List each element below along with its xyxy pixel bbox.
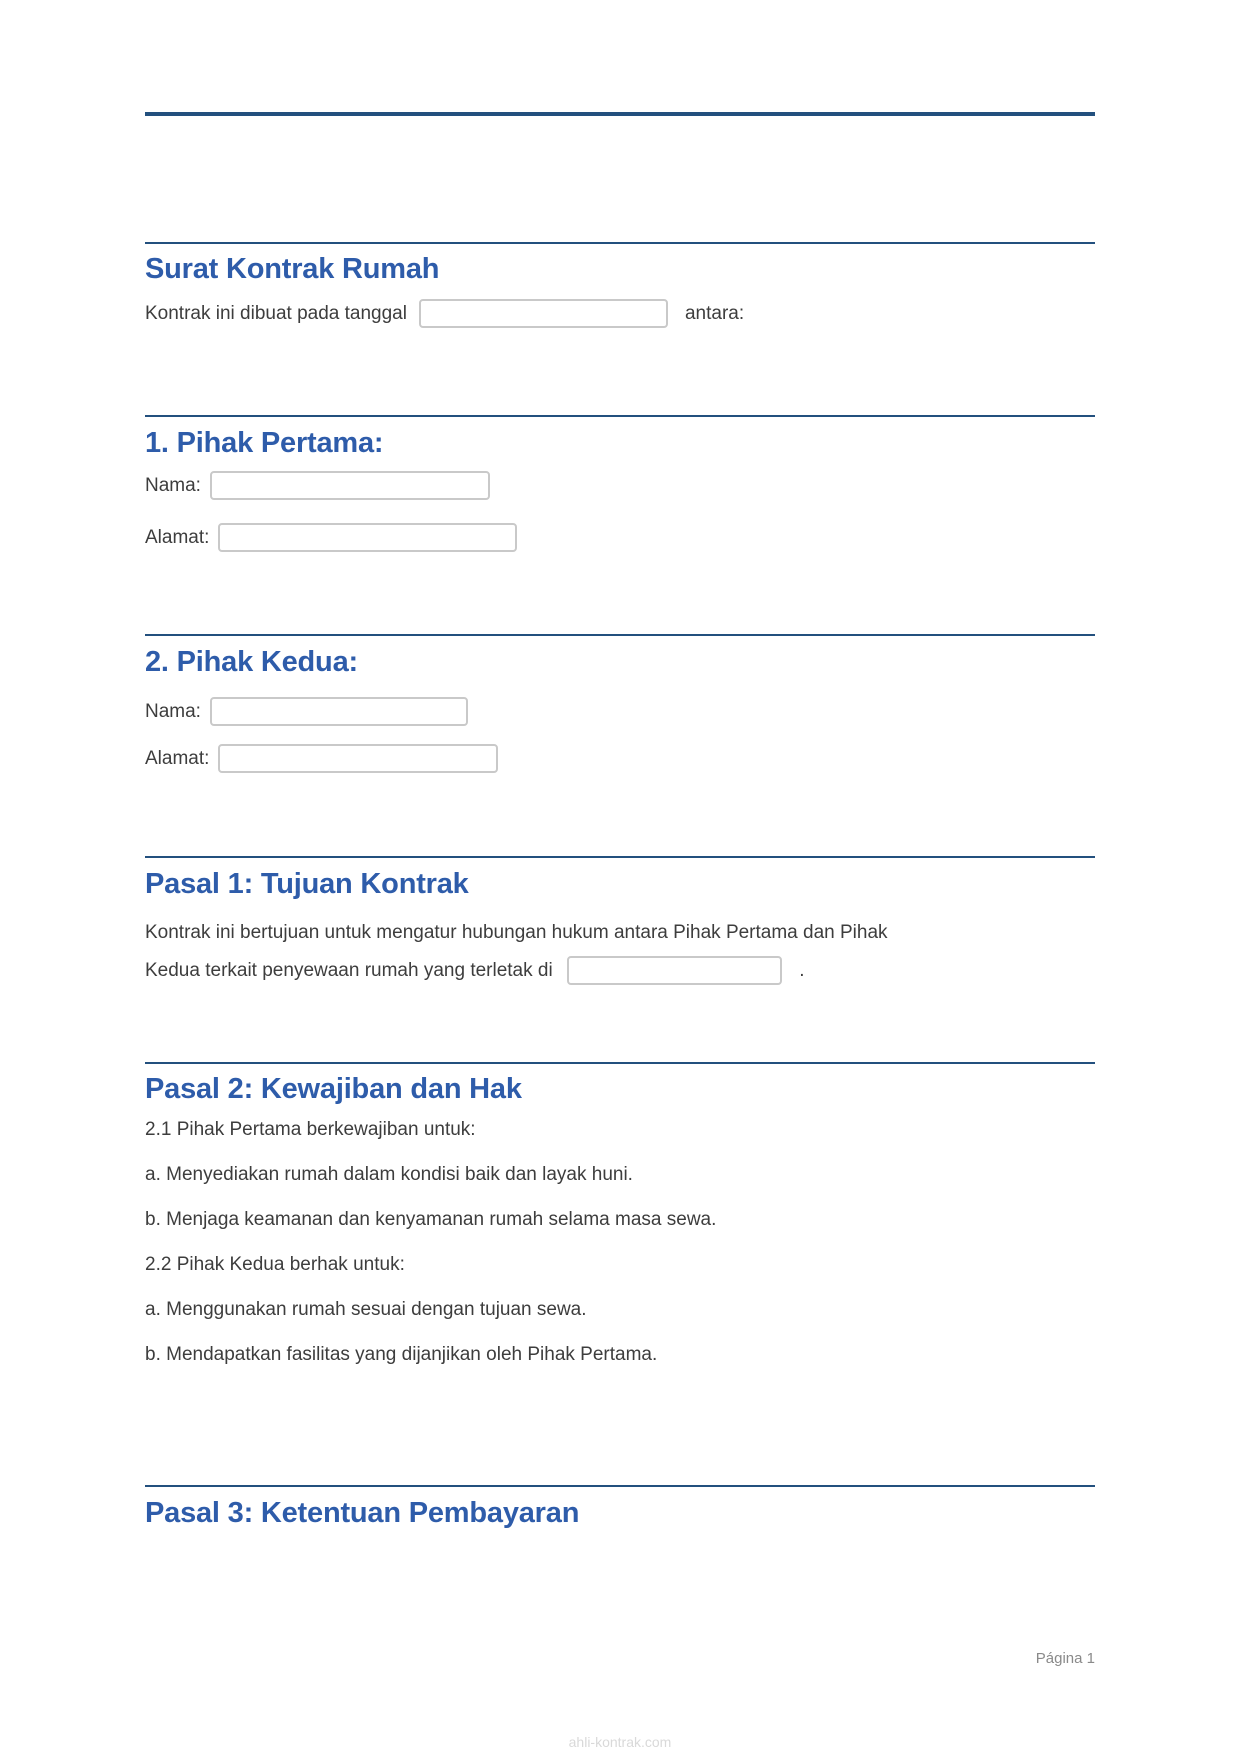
pasal1-line2-suffix: . xyxy=(799,960,805,981)
party2-nama-label: Nama: xyxy=(145,700,201,722)
pasal2-clause-2-1-a: a. Menyediakan rumah dalam kondisi baik dan layak huni. xyxy=(145,1164,633,1185)
section-divider xyxy=(145,242,1095,244)
party2-alamat-row xyxy=(145,743,1095,774)
party1-alamat-label: Alamat: xyxy=(145,526,210,548)
party1-nama-input[interactable] xyxy=(210,471,490,500)
party2-heading: 2. Pihak Kedua: xyxy=(145,646,358,678)
section-divider xyxy=(145,856,1095,858)
intro-prefix-text: Kontrak ini dibuat pada tanggal xyxy=(145,302,407,324)
pasal1-paragraph xyxy=(145,914,1095,990)
pasal2-clause-2-2-a: a. Menggunakan rumah sesuai dengan tujuan sewa. xyxy=(145,1299,587,1320)
pasal1-line1-text: Kontrak ini bertujuan untuk mengatur hubungan hukum antara Pihak Pertama dan Pihak xyxy=(145,922,888,943)
watermark-text: ahli-kontrak.com xyxy=(568,1734,672,1750)
party1-nama-row xyxy=(145,470,1095,501)
page-number: Página 1 xyxy=(1035,1650,1095,1667)
pasal3-heading: Pasal 3: Ketentuan Pembayaran xyxy=(145,1497,580,1529)
party1-nama-label: Nama: xyxy=(145,474,201,496)
section-divider xyxy=(145,1485,1095,1487)
party1-alamat-input[interactable] xyxy=(218,523,517,552)
pasal2-clause-2-1: 2.1 Pihak Pertama berkewajiban untuk: xyxy=(145,1119,476,1140)
contract-date-row xyxy=(145,298,1095,329)
top-rule xyxy=(145,112,1095,116)
location-input[interactable] xyxy=(567,956,782,985)
section-divider xyxy=(145,1062,1095,1064)
document-title: Surat Kontrak Rumah xyxy=(145,253,440,285)
party1-heading: 1. Pihak Pertama: xyxy=(145,427,384,459)
party2-nama-row xyxy=(145,696,1095,727)
party1-alamat-row xyxy=(145,522,1095,553)
pasal1-line2-text: Kedua terkait penyewaan rumah yang terletak di xyxy=(145,960,553,981)
pasal2-clause-2-1-b: b. Menjaga keamanan dan kenyamanan rumah selama masa sewa. xyxy=(145,1209,717,1230)
pasal1-heading: Pasal 1: Tujuan Kontrak xyxy=(145,868,469,900)
date-input[interactable] xyxy=(419,299,668,328)
pasal2-clause-2-2: 2.2 Pihak Kedua berhak untuk: xyxy=(145,1254,405,1275)
section-divider xyxy=(145,634,1095,636)
party2-alamat-label: Alamat: xyxy=(145,747,210,769)
party2-alamat-input[interactable] xyxy=(218,744,498,773)
party2-nama-input[interactable] xyxy=(210,697,468,726)
pasal2-heading: Pasal 2: Kewajiban dan Hak xyxy=(145,1073,522,1105)
section-divider xyxy=(145,415,1095,417)
intro-suffix-text: antara: xyxy=(684,302,745,324)
pasal2-clause-2-2-b: b. Mendapatkan fasilitas yang dijanjikan oleh Pihak Pertama. xyxy=(145,1344,658,1365)
